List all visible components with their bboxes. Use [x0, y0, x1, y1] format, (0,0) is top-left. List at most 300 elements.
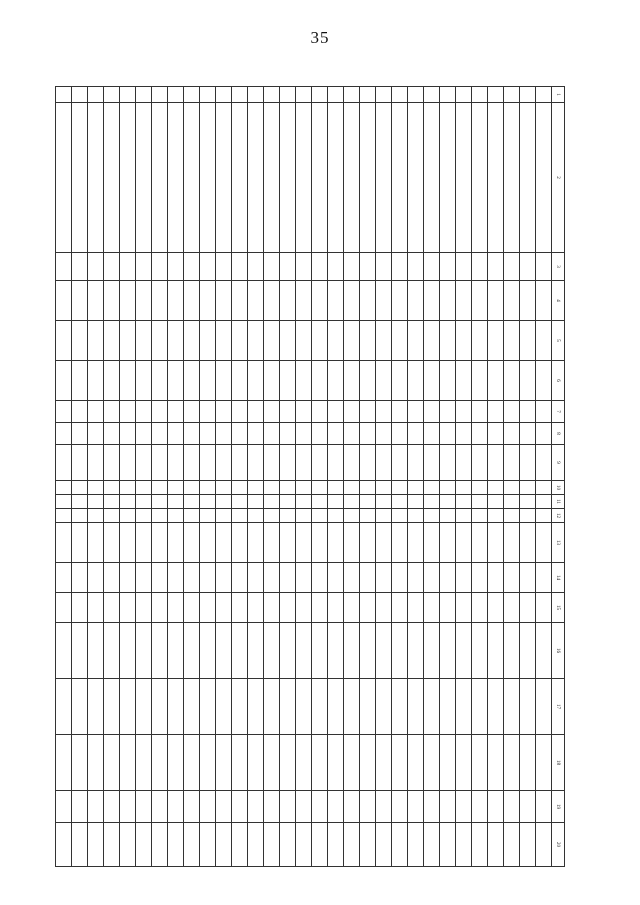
- table-cell: [152, 509, 168, 523]
- table-cell: [216, 481, 232, 495]
- table-cell: [216, 563, 232, 593]
- table-cell: [152, 563, 168, 593]
- table-cell: [520, 791, 536, 823]
- table-cell: [280, 321, 296, 361]
- table-cell: [312, 495, 328, 509]
- table-cell: [136, 509, 152, 523]
- table-cell: [472, 623, 488, 679]
- table-cell: [488, 679, 504, 735]
- table-cell: [168, 495, 184, 509]
- table-cell: [424, 253, 440, 281]
- column-number-19: 19: [552, 791, 565, 823]
- table-cell: [296, 445, 312, 481]
- table-cell: [360, 423, 376, 445]
- table-cell: [376, 423, 392, 445]
- table-cell: [520, 401, 536, 423]
- page-number: 35: [310, 28, 330, 47]
- table-cell: [344, 791, 360, 823]
- table-cell: [456, 87, 472, 103]
- table-cell: [392, 481, 408, 495]
- table-row: [408, 87, 424, 867]
- table-cell: [136, 321, 152, 361]
- table-cell: [504, 401, 520, 423]
- table-cell: [504, 321, 520, 361]
- table-cell: [184, 423, 200, 445]
- table-cell: [184, 735, 200, 791]
- table-cell: [440, 791, 456, 823]
- table-cell: [344, 481, 360, 495]
- table-cell: [488, 593, 504, 623]
- table-cell: [72, 495, 88, 509]
- column-number-9: 9: [552, 445, 565, 481]
- table-cell: [72, 445, 88, 481]
- table-cell: [216, 87, 232, 103]
- table-cell: [264, 321, 280, 361]
- table-cell: [312, 735, 328, 791]
- table-cell: [120, 563, 136, 593]
- table-cell: [264, 509, 280, 523]
- table-cell: [392, 679, 408, 735]
- table-cell: [408, 735, 424, 791]
- table-cell: [232, 509, 248, 523]
- table-cell: [88, 321, 104, 361]
- table-cell: [504, 253, 520, 281]
- table-cell: [424, 523, 440, 563]
- table-cell: [488, 253, 504, 281]
- table-cell: [216, 593, 232, 623]
- table-cell: [456, 281, 472, 321]
- table-cell: [184, 445, 200, 481]
- table-cell: [232, 253, 248, 281]
- table-cell: [488, 791, 504, 823]
- table-cell: [120, 791, 136, 823]
- table-cell: [472, 321, 488, 361]
- table-cell: [104, 481, 120, 495]
- column-number-20: 20: [552, 823, 565, 867]
- table-row: [248, 87, 264, 867]
- table-cell: [216, 509, 232, 523]
- table-cell: [408, 593, 424, 623]
- table-cell: [120, 87, 136, 103]
- table-cell: [264, 481, 280, 495]
- table-cell: [104, 791, 120, 823]
- table-cell: [360, 623, 376, 679]
- table-cell: [280, 401, 296, 423]
- table-cell: [312, 361, 328, 401]
- table-cell: [248, 679, 264, 735]
- table-cell: [136, 791, 152, 823]
- table-cell: [56, 623, 72, 679]
- table-cell: [408, 87, 424, 103]
- table-cell: [424, 593, 440, 623]
- table-cell: [280, 423, 296, 445]
- table-cell: [136, 423, 152, 445]
- column-number-13: 13: [552, 523, 565, 563]
- table-cell: [504, 823, 520, 867]
- table-cell: [104, 679, 120, 735]
- table-cell: [472, 423, 488, 445]
- table-cell: [136, 623, 152, 679]
- table-cell: [536, 523, 552, 563]
- table-cell: [440, 103, 456, 253]
- table-cell: [440, 679, 456, 735]
- table-cell: [344, 423, 360, 445]
- table-cell: [136, 445, 152, 481]
- table-cell: [120, 481, 136, 495]
- table-cell: [456, 481, 472, 495]
- table-cell: [296, 623, 312, 679]
- table-cell: [536, 401, 552, 423]
- table-cell: [280, 495, 296, 509]
- table-cell: [184, 103, 200, 253]
- table-cell: [360, 321, 376, 361]
- table-cell: [312, 791, 328, 823]
- table-cell: [248, 281, 264, 321]
- table-cell: [104, 87, 120, 103]
- table-cell: [200, 679, 216, 735]
- table-cell: [392, 523, 408, 563]
- table-cell: [440, 401, 456, 423]
- table-cell: [392, 823, 408, 867]
- table-cell: [344, 679, 360, 735]
- table-cell: [520, 509, 536, 523]
- table-cell: [104, 593, 120, 623]
- table-cell: [536, 253, 552, 281]
- table-cell: [440, 823, 456, 867]
- table-cell: [184, 563, 200, 593]
- table-cell: [408, 481, 424, 495]
- table-cell: [328, 623, 344, 679]
- table-cell: [472, 791, 488, 823]
- table-cell: [424, 735, 440, 791]
- table-cell: [88, 361, 104, 401]
- table-cell: [536, 593, 552, 623]
- table-row: [392, 87, 408, 867]
- table-cell: [376, 281, 392, 321]
- table-cell: [424, 401, 440, 423]
- table-cell: [216, 281, 232, 321]
- table-cell: [184, 361, 200, 401]
- table-cell: [120, 423, 136, 445]
- table-row: [152, 87, 168, 867]
- table-cell: [72, 563, 88, 593]
- table-cell: [168, 623, 184, 679]
- table-cell: [56, 401, 72, 423]
- table-cell: [472, 593, 488, 623]
- table-cell: [328, 823, 344, 867]
- table-cell: [488, 623, 504, 679]
- table-cell: [88, 563, 104, 593]
- table-cell: [520, 361, 536, 401]
- table-cell: [408, 523, 424, 563]
- table-cell: [472, 481, 488, 495]
- table-cell: [488, 361, 504, 401]
- table-cell: [248, 623, 264, 679]
- table-cell: [184, 509, 200, 523]
- table-cell: [488, 563, 504, 593]
- table-cell: [152, 791, 168, 823]
- table-cell: [248, 509, 264, 523]
- table-cell: [88, 735, 104, 791]
- table-cell: [280, 87, 296, 103]
- table-cell: [184, 623, 200, 679]
- table-row: [456, 87, 472, 867]
- table-cell: [72, 523, 88, 563]
- table-cell: [488, 735, 504, 791]
- table-cell: [200, 401, 216, 423]
- table-cell: [248, 823, 264, 867]
- table-row: [280, 87, 296, 867]
- table-cell: [136, 87, 152, 103]
- table-cell: [200, 423, 216, 445]
- table-cell: [392, 103, 408, 253]
- table-cell: [280, 281, 296, 321]
- table-cell: [312, 401, 328, 423]
- table-cell: [104, 253, 120, 281]
- table-cell: [72, 281, 88, 321]
- table-row: [440, 87, 456, 867]
- table-cell: [472, 361, 488, 401]
- table-cell: [520, 87, 536, 103]
- table-cell: [56, 253, 72, 281]
- table-cell: [456, 103, 472, 253]
- table-row: [536, 87, 552, 867]
- table-cell: [200, 523, 216, 563]
- table-cell: [232, 593, 248, 623]
- table-cell: [488, 423, 504, 445]
- table-cell: [488, 509, 504, 523]
- table-cell: [152, 623, 168, 679]
- table-cell: [408, 253, 424, 281]
- table-cell: [296, 735, 312, 791]
- table-cell: [360, 103, 376, 253]
- column-number-6: 6: [552, 361, 565, 401]
- table-cell: [104, 563, 120, 593]
- table-cell: [232, 445, 248, 481]
- table-cell: [520, 593, 536, 623]
- table-cell: [424, 495, 440, 509]
- table-cell: [536, 679, 552, 735]
- table-cell: [184, 481, 200, 495]
- table-cell: [56, 679, 72, 735]
- table-cell: [200, 445, 216, 481]
- table-cell: [456, 623, 472, 679]
- table-cell: [360, 823, 376, 867]
- table-cell: [312, 593, 328, 623]
- table-cell: [344, 623, 360, 679]
- table-cell: [440, 281, 456, 321]
- table-cell: [312, 445, 328, 481]
- table-cell: [408, 563, 424, 593]
- table-cell: [536, 623, 552, 679]
- table-cell: [296, 281, 312, 321]
- table-cell: [216, 495, 232, 509]
- table-cell: [104, 823, 120, 867]
- table-cell: [216, 253, 232, 281]
- table-cell: [168, 321, 184, 361]
- table-cell: [536, 87, 552, 103]
- table-cell: [120, 401, 136, 423]
- table-cell: [200, 623, 216, 679]
- table-cell: [152, 87, 168, 103]
- table-cell: [120, 593, 136, 623]
- table-cell: [520, 563, 536, 593]
- table-cell: [296, 481, 312, 495]
- table-cell: [104, 523, 120, 563]
- table-cell: [200, 281, 216, 321]
- table-cell: [136, 281, 152, 321]
- table-cell: [72, 401, 88, 423]
- table-cell: [328, 791, 344, 823]
- table-cell: [264, 87, 280, 103]
- table-cell: [120, 509, 136, 523]
- table-cell: [280, 509, 296, 523]
- table-cell: [264, 679, 280, 735]
- table-cell: [360, 253, 376, 281]
- table-cell: [392, 321, 408, 361]
- table-cell: [168, 563, 184, 593]
- table-cell: [376, 495, 392, 509]
- column-number-3: 3: [552, 253, 565, 281]
- table-cell: [56, 321, 72, 361]
- table-cell: [328, 593, 344, 623]
- table-cell: [424, 87, 440, 103]
- table-cell: [152, 401, 168, 423]
- table-cell: [488, 523, 504, 563]
- table-cell: [504, 361, 520, 401]
- table-cell: [104, 321, 120, 361]
- table-cell: [56, 423, 72, 445]
- table-cell: [280, 563, 296, 593]
- table-cell: [344, 445, 360, 481]
- table-cell: [472, 823, 488, 867]
- table-cell: [136, 563, 152, 593]
- table-cell: [440, 593, 456, 623]
- table-cell: [360, 281, 376, 321]
- table-cell: [392, 423, 408, 445]
- table-cell: [376, 735, 392, 791]
- table-cell: [344, 735, 360, 791]
- table-cell: [328, 423, 344, 445]
- table-cell: [216, 791, 232, 823]
- table-cell: [408, 423, 424, 445]
- table-cell: [504, 593, 520, 623]
- table-cell: [520, 679, 536, 735]
- table-cell: [296, 253, 312, 281]
- table-cell: [440, 87, 456, 103]
- table-cell: [152, 103, 168, 253]
- table-row: [488, 87, 504, 867]
- table-cell: [408, 361, 424, 401]
- table-cell: [376, 253, 392, 281]
- table-cell: [136, 495, 152, 509]
- table-cell: [168, 481, 184, 495]
- table-cell: [456, 401, 472, 423]
- table-cell: [72, 103, 88, 253]
- table-cell: [248, 401, 264, 423]
- table-cell: [424, 509, 440, 523]
- table-cell: [200, 103, 216, 253]
- table-row: [504, 87, 520, 867]
- table-cell: [152, 495, 168, 509]
- table-row: [360, 87, 376, 867]
- table-cell: [216, 423, 232, 445]
- table-cell: [504, 623, 520, 679]
- table-cell: [232, 495, 248, 509]
- table-cell: [184, 791, 200, 823]
- table-cell: [504, 281, 520, 321]
- table-cell: [360, 679, 376, 735]
- table-cell: [424, 679, 440, 735]
- table-cell: [408, 823, 424, 867]
- table-cell: [344, 593, 360, 623]
- table-cell: [392, 281, 408, 321]
- table-cell: [88, 791, 104, 823]
- table-cell: [248, 423, 264, 445]
- table-cell: [360, 481, 376, 495]
- table-cell: [408, 679, 424, 735]
- table-cell: [88, 623, 104, 679]
- table-cell: [360, 523, 376, 563]
- table-cell: [456, 791, 472, 823]
- table-cell: [520, 423, 536, 445]
- table-cell: [520, 495, 536, 509]
- table-cell: [200, 361, 216, 401]
- table-cell: [456, 321, 472, 361]
- table-cell: [280, 791, 296, 823]
- table-cell: [120, 321, 136, 361]
- table-cell: [152, 481, 168, 495]
- table-cell: [296, 523, 312, 563]
- table-cell: [488, 103, 504, 253]
- table-cell: [520, 281, 536, 321]
- table-cell: [440, 481, 456, 495]
- table-cell: [536, 481, 552, 495]
- table-cell: [264, 563, 280, 593]
- table-cell: [184, 253, 200, 281]
- column-number-7: 7: [552, 401, 565, 423]
- table-cell: [376, 823, 392, 867]
- table-cell: [328, 523, 344, 563]
- table-cell: [56, 509, 72, 523]
- table-cell: [392, 445, 408, 481]
- table-cell: [424, 623, 440, 679]
- table-cell: [504, 679, 520, 735]
- table-cell: [56, 481, 72, 495]
- table-cell: [344, 823, 360, 867]
- table-cell: [536, 103, 552, 253]
- table-cell: [136, 361, 152, 401]
- table-cell: [328, 401, 344, 423]
- table-cell: [424, 563, 440, 593]
- table-cell: [200, 823, 216, 867]
- table-cell: [264, 523, 280, 563]
- table-cell: [264, 253, 280, 281]
- table-cell: [520, 103, 536, 253]
- table-cell: [440, 509, 456, 523]
- table-cell: [392, 791, 408, 823]
- table-cell: [264, 593, 280, 623]
- table-cell: [312, 523, 328, 563]
- table-cell: [200, 321, 216, 361]
- table-cell: [312, 481, 328, 495]
- table-row: [56, 87, 72, 867]
- table-cell: [344, 321, 360, 361]
- table-row: [136, 87, 152, 867]
- table-cell: [104, 623, 120, 679]
- table-cell: [504, 495, 520, 509]
- table-cell: [56, 495, 72, 509]
